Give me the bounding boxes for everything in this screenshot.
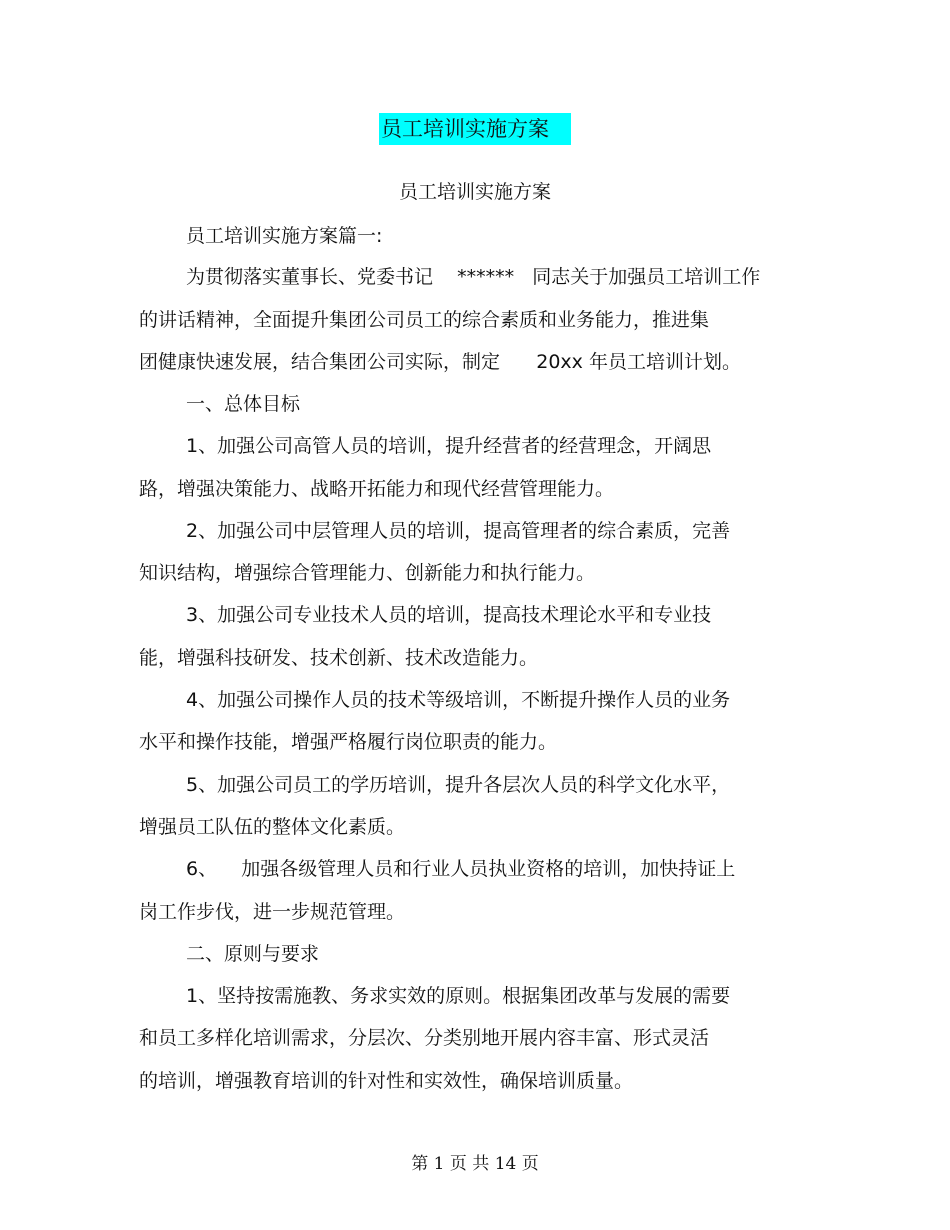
section-heading: 二、原则与要求: [186, 943, 320, 965]
paragraph-line: 6、 加强各级管理人员和行业人员执业资格的培训，加快持证上: [186, 858, 736, 880]
section-heading: 一、总体目标: [186, 393, 301, 415]
paragraph-line: 和员工多样化培训需求，分层次、分类别地开展内容丰富、形式灵活: [139, 1027, 710, 1049]
paragraph-line: 员工培训实施方案篇一:: [186, 225, 383, 247]
paragraph-line: 能，增强科技研发、技术创新、技术改造能力。: [139, 647, 539, 669]
paragraph-line: 的讲话精神，全面提升集团公司员工的综合素质和业务能力，推进集: [139, 309, 710, 331]
paragraph-line: 水平和操作技能，增强严格履行岗位职责的能力。: [139, 731, 558, 753]
paragraph-line: 岗工作步伐，进一步规范管理。: [139, 901, 406, 923]
page-footer: 第 1 页 共 14 页: [411, 1154, 539, 1174]
paragraph-line: 知识结构，增强综合管理能力、创新能力和执行能力。: [139, 562, 596, 584]
paragraph-line: 4、加强公司操作人员的技术等级培训，不断提升操作人员的业务: [186, 689, 731, 711]
paragraph-line: 增强员工队伍的整体文化素质。: [139, 816, 406, 838]
document-subtitle: 员工培训实施方案: [398, 181, 551, 203]
paragraph-line: 2、加强公司中层管理人员的培训，提高管理者的综合素质，完善: [186, 520, 731, 542]
paragraph-line: 团健康快速发展，结合集团公司实际，制定 20xx 年员工培训计划。: [139, 351, 741, 373]
paragraph-line: 的培训，增强教育培训的针对性和实效性，确保培训质量。: [139, 1070, 634, 1092]
paragraph-line: 路，增强决策能力、战略开拓能力和现代经营管理能力。: [139, 478, 615, 500]
title-container: [0, 113, 950, 145]
paragraph-line: 5、加强公司员工的学历培训，提升各层次人员的科学文化水平，: [186, 774, 731, 796]
paragraph-line: 3、加强公司专业技术人员的培训，提高技术理论水平和专业技: [186, 604, 712, 626]
paragraph-line: 1、加强公司高管人员的培训，提升经营者的经营理念，开阔思: [186, 435, 712, 457]
paragraph-line: 1、坚持按需施教、务求实效的原则。根据集团改革与发展的需要: [186, 985, 731, 1007]
document-title: 员工培训实施方案: [379, 113, 571, 145]
paragraph-line: 为贯彻落实董事长、党委书记 ****** 同志关于加强员工培训工作: [186, 266, 761, 288]
